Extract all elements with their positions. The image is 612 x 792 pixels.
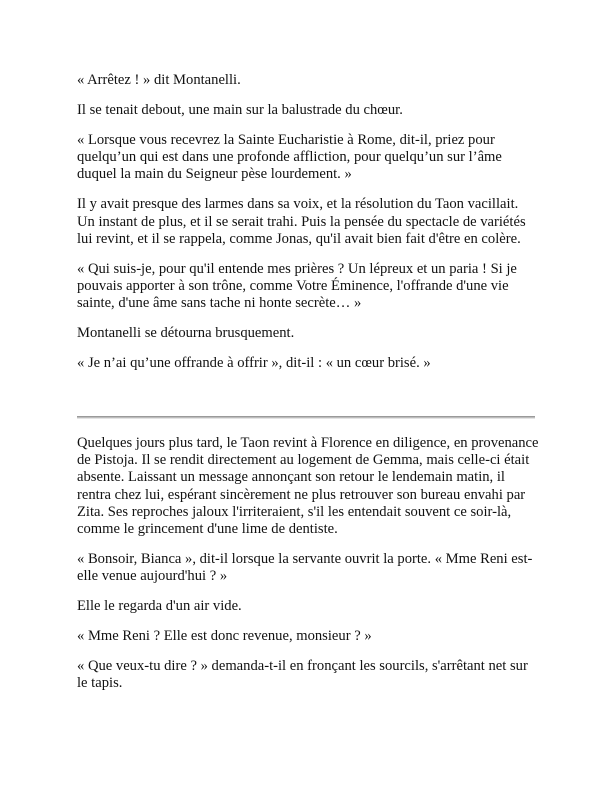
text-section-2 (77, 435, 539, 705)
paragraph: « Qui suis-je, pour qu'il entende mes prières ? Un lépreux et un paria ! Si je pouvais apporter à son trône, comme Votre Éminence, l'offrande d'une vie sainte, d'une âme sans tache ni honte secrète… » (77, 260, 517, 312)
paragraph: Montanelli se détourna brusquement. (77, 325, 295, 342)
paragraph: « Lorsque vous recevrez la Sainte Eucharistie à Rome, dit-il, priez pour quelqu’un qui est dans une profonde affliction, pour quelqu’un sur l’âme duquel la main du Seigneur pèse lourdement. » (77, 132, 502, 183)
paragraph: Il se tenait debout, une main sur la balustrade du chœur. (77, 102, 403, 118)
paragraph: « Que veux-tu dire ? » demanda-t-il en fronçant les sourcils, s'arrêtant net sur le tapis. (77, 658, 528, 692)
paragraph: Quelques jours plus tard, le Taon revint à Florence en diligence, en provenance de Pistoja. Il se rendit directement au logement de Gemma, mais celle-ci était absente. Laissant un message annonçant son retour le lendemain matin, il rentra chez lui, espérant sincèrement ne plus retrouver son bureau envahi par Zita. Ses reproches jaloux l'irriteraient, s'il les entendait souvent ce soir-là, comme le grincement d'une lime de dentiste. (77, 435, 539, 538)
section-divider (77, 416, 535, 419)
paragraph: « Je n’ai qu’une offrande à offrir », dit-il : « un cœur brisé. » (77, 355, 431, 372)
paragraph: « Mme Reni ? Elle est donc revenue, monsieur ? » (77, 628, 372, 645)
paragraph: « Arrêtez ! » dit Montanelli. (77, 72, 241, 88)
paragraph: Il y avait presque des larmes dans sa voix, et la résolution du Taon vacillait. Un instant de plus, et il se serait trahi. Puis la pensée du spectacle de variétés lui revint, et il se rappela, comme Jonas, qu'il avait bien fait d'être en colère. (77, 196, 526, 247)
paragraph: Elle le regarda d'un air vide. (77, 598, 242, 615)
text-section-1 (77, 72, 539, 385)
paragraph: « Bonsoir, Bianca », dit-il lorsque la servante ouvrit la porte. « Mme Reni est-elle venue aujourd'hui ? » (77, 551, 533, 585)
